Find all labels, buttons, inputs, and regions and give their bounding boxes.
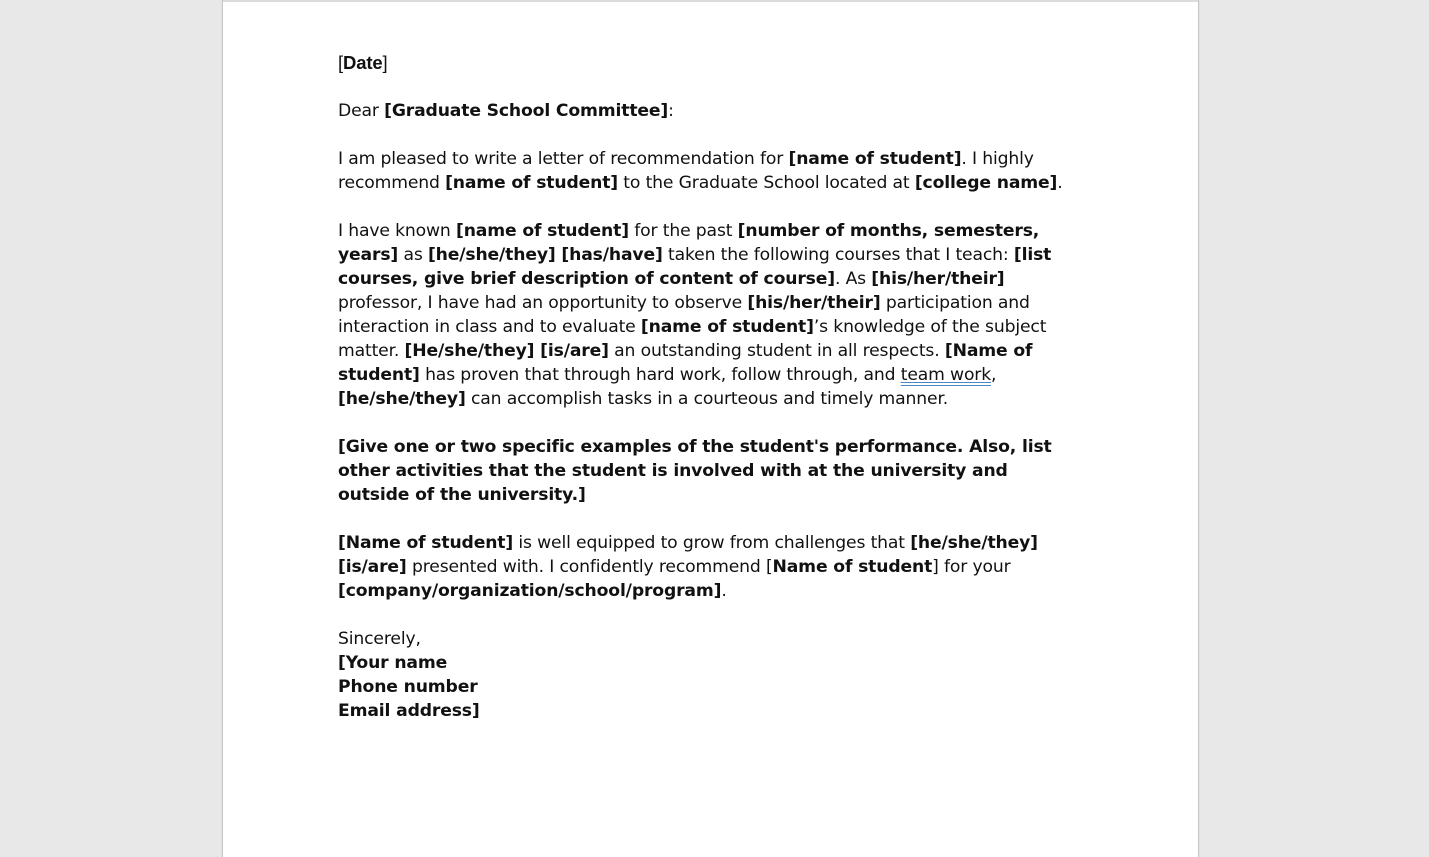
paragraph-courses: [338, 219, 1083, 411]
rec-student-name: [Name of student]: [338, 533, 514, 553]
signature-phone-text: Phone number: [338, 677, 478, 697]
placeholder-text: [list courses, give brief description of content of course]: [338, 245, 1052, 289]
rec-end: .: [721, 581, 727, 601]
body-text: taken the following courses that I teach:: [662, 245, 1014, 265]
examples-placeholder: [Give one or two specific examples of the student's performance. Also, list other activities that the student is involved with at the university and outside of the university.]: [338, 437, 1052, 505]
salutation-recipient: [Graduate School Committee]: [384, 101, 669, 121]
salutation: [338, 99, 1083, 123]
placeholder-text: [name of student]: [788, 149, 962, 169]
signature-name-text: [Your name: [338, 653, 448, 673]
signature-email-text: Email address]: [338, 701, 480, 721]
placeholder-text: [college name]: [914, 173, 1058, 193]
placeholder-text: [he/she/they]: [338, 389, 466, 409]
body-text: ,: [991, 365, 997, 385]
placeholder-text: [name of student]: [445, 173, 618, 193]
rec-text-1: is well equipped to grow from challenges that: [513, 533, 911, 553]
spellcheck-flagged-word: team work: [900, 365, 992, 385]
salutation-colon: :: [668, 101, 674, 121]
rec-organization: [company/organization/school/program]: [338, 581, 722, 601]
rec-pronoun: [he/she/they]: [910, 533, 1038, 553]
paragraph-examples: [338, 435, 1083, 507]
placeholder-text: [his/her/their]: [871, 269, 1005, 289]
placeholder-text: [He/she/they] [is/are]: [404, 341, 609, 361]
date-bracket-open: [: [338, 52, 343, 73]
body-text: for the past: [628, 221, 738, 241]
date-line: [338, 51, 1083, 75]
salutation-greeting: Dear: [338, 101, 385, 121]
body-text: professor, I have had an opportunity to observe: [338, 293, 748, 313]
rec-text-2: presented with. I confidently recommend [: [406, 557, 773, 577]
placeholder-text: [name of student]: [456, 221, 629, 241]
date-placeholder: Date: [343, 52, 383, 73]
body-text: I am pleased to write a letter of recommendation for: [338, 149, 789, 169]
placeholder-text: [he/she/they] [has/have]: [427, 245, 663, 265]
body-text: .: [1057, 173, 1063, 193]
paragraph-intro: [338, 147, 1083, 195]
body-text: ’s knowledge of the subject matter.: [338, 317, 1047, 361]
body-text: can accomplish tasks in a courteous and timely manner.: [465, 389, 949, 409]
closing-sincerely: Sincerely,: [338, 629, 421, 649]
placeholder-text: [name of student]: [640, 317, 814, 337]
document-page[interactable]: [222, 0, 1199, 857]
placeholder-text: [his/her/their]: [747, 293, 881, 313]
rec-is-are: [is/are]: [338, 557, 407, 577]
date-bracket-close: ]: [382, 52, 388, 73]
placeholder-text: [number of months, semesters, years]: [338, 221, 1040, 265]
signature-phone: [338, 675, 1083, 699]
rec-text-3: ] for your: [932, 557, 1011, 577]
signature-name: [338, 651, 1083, 675]
body-text: . I highly recommend: [338, 149, 1034, 193]
body-text: has proven that through hard work, follow through, and: [419, 365, 901, 385]
body-text: to the Graduate School located at: [617, 173, 915, 193]
body-text: participation and interaction in class and to evaluate: [338, 293, 1030, 337]
paragraph-recommendation: [338, 531, 1083, 603]
signature-email: [338, 699, 1083, 723]
rec-student-name-2: Name of student: [772, 557, 933, 577]
body-text: . As: [834, 269, 872, 289]
body-text: as: [398, 245, 428, 265]
page-top-edge: [223, 0, 1198, 2]
letter-body[interactable]: [338, 51, 1083, 723]
body-text: an outstanding student in all respects.: [608, 341, 945, 361]
placeholder-text: [Name of student]: [338, 341, 1033, 385]
body-text: I have known: [338, 221, 456, 241]
